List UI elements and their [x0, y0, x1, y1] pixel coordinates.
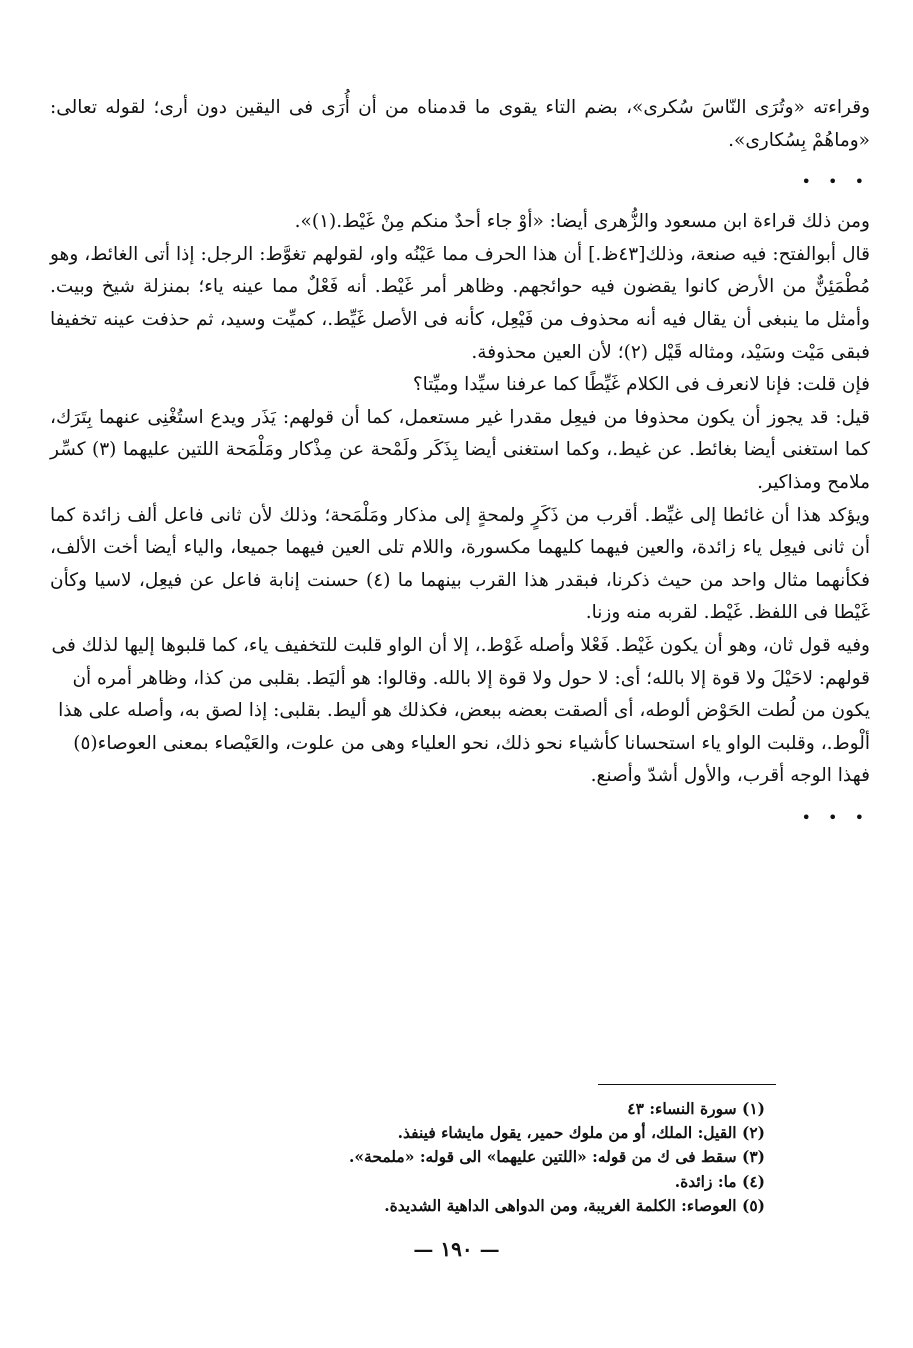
page-number: — ١٩٠ —	[413, 1237, 500, 1261]
paragraph: قيل: قد يجوز أن يكون محذوفا من فيعِل مقدرا غير مستعمل، كما أن قولهم: يَذَر ويدع استُغْنِى عنهما بِتَرَك، كما استغنى أيضا بغائط. عن غيط.، وكما استغنى أيضا بِذَكَر ولَمْحة عن مِذْكار ومَلْمَحة اللتين عليهما (٣) كسِّر ملامح ومذاكير.	[50, 406, 870, 493]
footnote: (٥) العوصاء: الكلمة الغريبة، ومن الدواهى الداهية الشديدة.	[384, 1195, 765, 1215]
footnote: (٤) ما: زائدة.	[674, 1171, 765, 1191]
footnote-divider	[598, 1084, 776, 1085]
section-separator: • • •	[801, 172, 870, 192]
section-separator: • • •	[801, 807, 870, 827]
footnote: (١) سورة النساء: ٤٣	[627, 1099, 765, 1118]
paragraph: قال أبوالفتح: فيه صنعة، وذلك[٤٣ظ.] أن هذا الحرف مما عَيْنُه واو، لقولهم تغوَّط: الرجل: إذا أتى الغائط، وهو مُطْمَئِنٌّ من الأرض كانوا يقضون فيه حوائجهم. وظاهر أمر غَيْط. أنه فَعْلٌ مما عينه ياء؛ بمنزلة شيخ وبيت. وأمثل ما ينبغى أن يقال فيه أنه محذوف من فَيْعِل، كأنه فى الأصل غَيِّط.، كميِّت وسيد، ثم حذفت عينه تخفيفا فبقى مَيْت وسَيْد، ومثاله قَيْل (٢)؛ لأن العين محذوفة.	[50, 243, 871, 363]
paragraph: فإن قلت: فإنا لانعرف فى الكلام غَيِّطًا كما عرفنا سيِّدا وميِّتا؟	[412, 374, 870, 396]
footnote: (٢) القيل: الملك، أو من ملوك حمير، يقول مايشاء فينفذ.	[397, 1123, 765, 1143]
paragraph: ويؤكد هذا أن غائطا إلى غيِّط. أقرب من ذَكَرٍ ولمحةٍ إلى مذكار ومَلْمَحة؛ وذلك لأن ثانى فاعل ألف زائدة كما أن ثانى فيعِل ياء زائدة، والعين فيهما كليهما مكسورة، واللام تلى العين فيهما جميعا، والياء أيضا أخت الألف، فكأنهما مثال واحد من حيث ذكرنا، فبقدر هذا القرب بينهما ما (٤) حسنت إنابة فاعل عن فيعِل، لاسيا وكأن غَيْطا فى اللفظ. غَيْط. لقربه منه وزنا.	[50, 504, 870, 624]
paragraph: وقراءته «وتُرَى النّاسَ سُكرى»، بضم التاء يقوى ما قدمناه من أن أُرَى فى اليقين دون أرى؛ لقوله تعالى: «وماهُمْ بِسُكارى».	[50, 97, 870, 151]
paragraph: وفيه قول ثان، وهو أن يكون غَيْط. فَعْلا وأصله غَوْط.، إلا أن الواو قلبت للتخفيف ياء، كما قلبوها إليها لذلك فى قولهم: لاحَيْلَ ولا قوة إلا بالله؛ أى: لا حول ولا قوة إلا بالله. وقالوا: هو أليَط. بقلبى من كذا، وظاهر أمره أن يكون من لُطت الحَوْض ألوطه، أى ألصقت بعضه ببعض، فكذلك هو أليط. بقلبى: إذا لصق به، وأصله على هذا ألْوط.، وقلبت الواو ياء استحسانا كأشياء نحو ذلك، نحو العلياء وهى من علوت، والعَيْصاء بمعنى العوصاء(٥) فهذا الوجه أقرب، والأول أشدّ وأصنع.	[51, 634, 870, 787]
main-text	[50, 92, 870, 842]
paragraph: ومن ذلك قراءة ابن مسعود والزُّهرى أيضا: «أوْ جاء أحدٌ منكم مِنْ غَيْط.(١)».	[294, 211, 870, 233]
footnote: (٣) سقط فى ك من قوله: «اللتين عليهما» الى قوله: «ملمحة».	[348, 1147, 765, 1167]
footnotes	[150, 1097, 765, 1218]
